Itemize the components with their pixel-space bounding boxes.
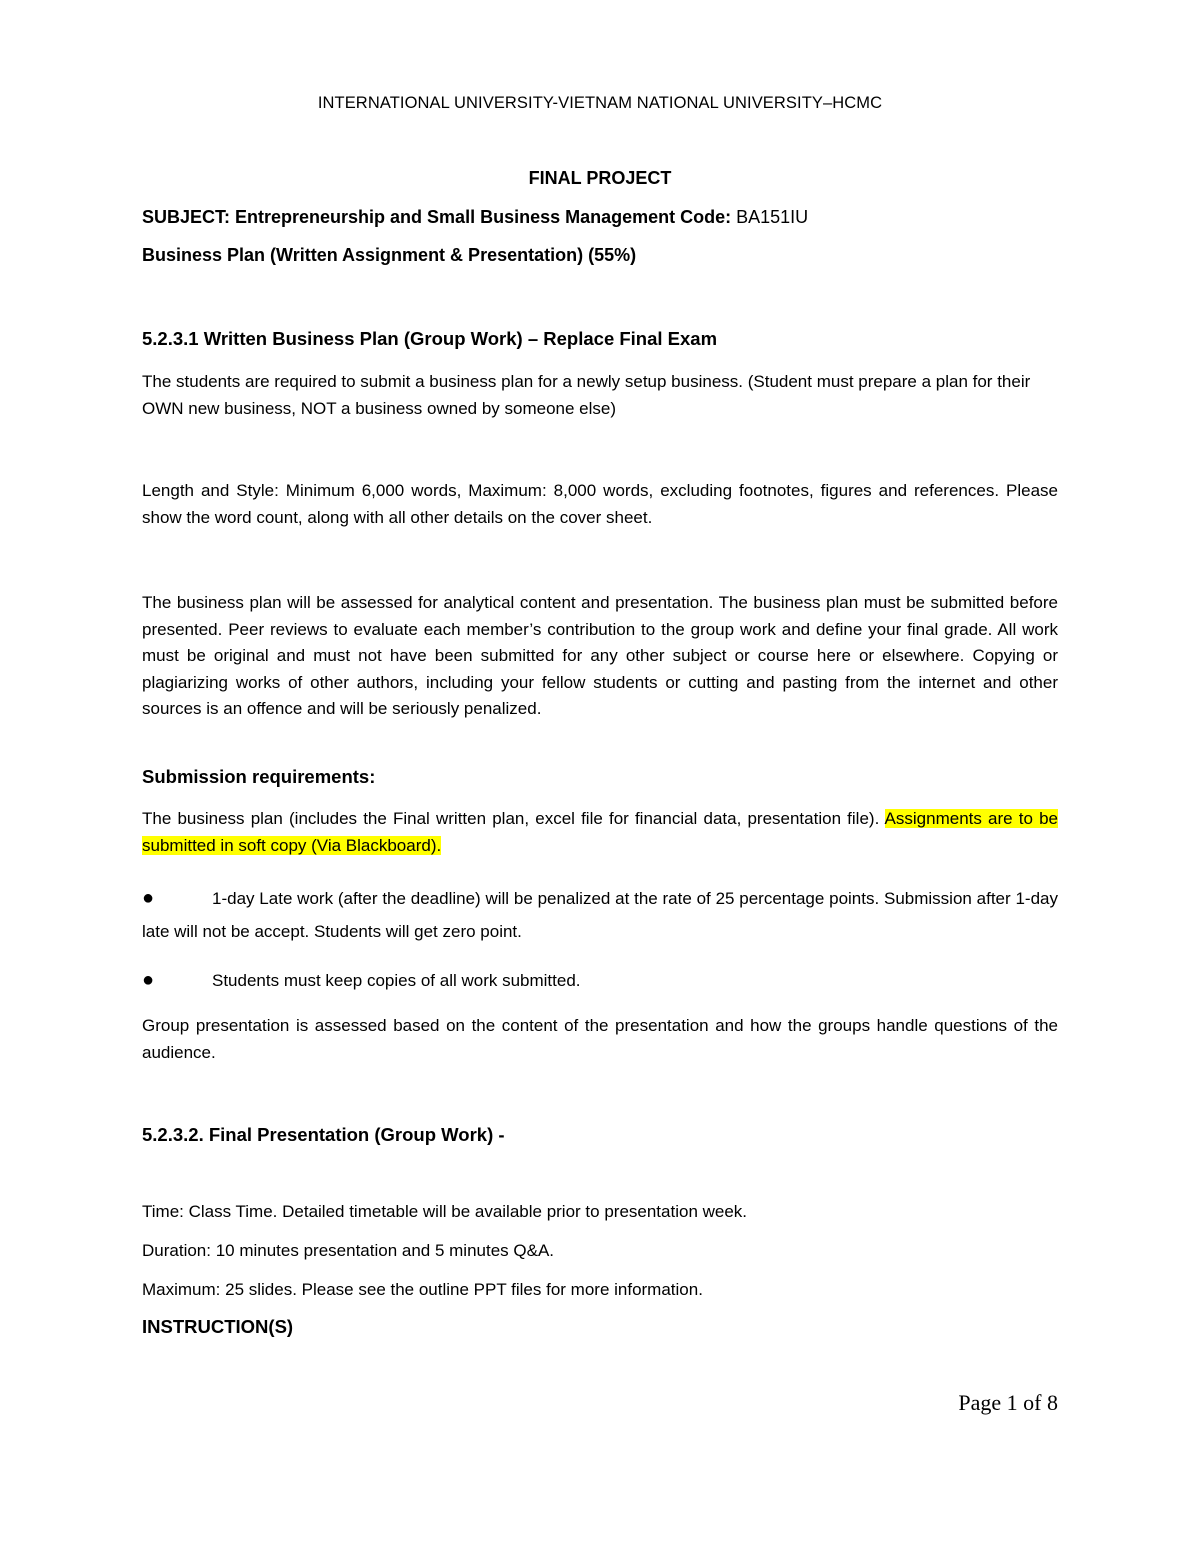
- submission-paragraph: [142, 806, 1058, 859]
- page-number: [958, 1390, 1058, 1416]
- section-2-heading: 5.2.3.2. Final Presentation (Group Work) -: [142, 1124, 505, 1145]
- university-header: INTERNATIONAL UNIVERSITY-VIETNAM NATIONAL UNIVERSITY–HCMC: [317, 94, 883, 112]
- assessment-paragraph: The business plan will be assessed for analytical content and presentation. The business plan must be submitted before presented. Peer reviews to evaluate each member’s contribution to the group work and define your final grade. All work must be original and must not have been submitted for any other subject or course here or elsewhere. Copying or plagiarizing works of other authors, including your fellow students or cutting and pasting from the internet and other sources is an offence and will be seriously penalized.: [142, 593, 1058, 718]
- page-prefix: Page: [958, 1390, 1007, 1415]
- bullet-icon: ●: [142, 887, 155, 909]
- subject-label: SUBJECT: Entrepreneurship and Small Business Management Code:: [142, 207, 732, 227]
- submission-heading: Submission requirements:: [142, 766, 376, 787]
- submission-highlight: Assignments are to be submitted in soft copy (Via Blackboard).: [142, 809, 1058, 855]
- subject-line: [142, 207, 808, 228]
- bullet-item-keep-copies: [142, 964, 1058, 997]
- presentation-time: Time: Class Time. Detailed timetable will be available prior to presentation week.: [142, 1202, 748, 1221]
- bullet-item-late-work: [142, 882, 1058, 948]
- business-plan-weight: Business Plan (Written Assignment & Presentation) (55%): [142, 245, 637, 265]
- page-total: 8: [1047, 1390, 1058, 1415]
- subject-code: BA151IU: [731, 207, 809, 227]
- bullet-text: 1-day Late work (after the deadline) will be penalized at the rate of 25 percentage points. Submission after 1-day late will not be accept. Students will get zero point.: [142, 889, 1058, 941]
- section-1-heading: 5.2.3.1 Written Business Plan (Group Work) – Replace Final Exam: [142, 328, 718, 349]
- document-title: FINAL PROJECT: [528, 168, 672, 188]
- section-1-intro: The students are required to submit a business plan for a newly setup business. (Student must prepare a plan for their OWN new business, NOT a business owned by someone else): [142, 372, 1031, 418]
- bullet-icon: ●: [142, 969, 155, 991]
- submission-text: The business plan (includes the Final written plan, excel file for financial data, presentation file).: [142, 809, 880, 828]
- bullet-text: Students must keep copies of all work submitted.: [212, 971, 581, 990]
- page-current: 1: [1006, 1390, 1018, 1415]
- instructions-heading: INSTRUCTION(S): [142, 1316, 294, 1337]
- presentation-maximum: Maximum: 25 slides. Please see the outline PPT files for more information.: [142, 1280, 703, 1299]
- group-presentation-paragraph: Group presentation is assessed based on the content of the presentation and how the groups handle questions of the audience.: [142, 1016, 1058, 1062]
- presentation-duration: Duration: 10 minutes presentation and 5 minutes Q&A.: [142, 1241, 555, 1260]
- page-of: of: [1017, 1390, 1047, 1415]
- length-and-style: Length and Style: Minimum 6,000 words, Maximum: 8,000 words, excluding footnotes, figures and references. Please show the word count, along with all other details on the cover sheet.: [142, 481, 1058, 527]
